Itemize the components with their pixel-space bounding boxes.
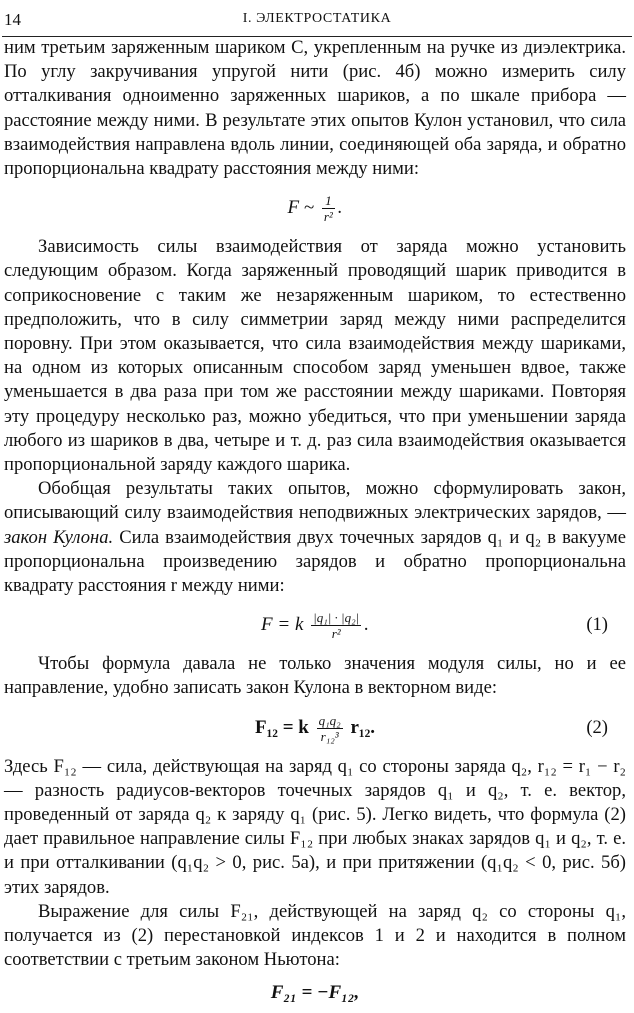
running-head: I. ЭЛЕКТРОСТАТИКА — [242, 11, 392, 26]
eq2-denominator: r₁₂³ — [320, 728, 339, 744]
equation-1-body — [261, 598, 369, 652]
eq1-denominator: r² — [331, 626, 341, 642]
eq-prop-fraction — [322, 193, 335, 224]
equation-2 — [4, 701, 626, 755]
paragraph-5: Здесь F₁₂ — сила, действующая на заряд q₁ со стороны заряда q₂, r₁₂ = r₁ − r₂ — разность радиусов-векторов точечных зарядов q₁ и q₂, т. е. вектор, проведенный от заряда q₂ к заряду q₁ (рис. 5). Легко видеть, что формула (2) дает правильное направление силы F₁₂ при любых знаках зарядов q₁ и q₂, т. е. и при отталкивании (q₁q₂ > 0, рис. 5а), и при притяжении (q₁q₂ < 0, рис. 5б) этих зарядов. — [4, 755, 626, 898]
eq-prop-numerator: 1 — [322, 193, 335, 209]
eq1-lhs: F = k — [261, 614, 304, 636]
paragraph-3 — [4, 477, 626, 598]
paragraph-1: ним третьим заряженным шариком C, укрепленным на ручке из диэлектрика. По углу закручивания упругой нити (рис. 4б) можно измерить силу отталкивания одноименно заряженных шариков, а по шкале прибора — расстояние между ними. В результате этих опытов Кулон установил, что сила взаимодействия направлена вдоль линии, соединяющей оба заряда, и обратно пропорциональна квадрату расстояния между ними: — [4, 37, 626, 180]
equation-lhs — [287, 181, 342, 235]
eq1-end: . — [364, 614, 369, 636]
equation-1-number: (1) — [586, 614, 608, 636]
equation-2-body — [255, 701, 375, 755]
eq1-numerator: |q₁| · |q₂| — [313, 610, 360, 626]
eq-prop-lhs: F ~ — [287, 197, 315, 219]
eq3-body: F₂₁ = −F₁₂, — [270, 981, 360, 1003]
eq-prop-denominator: r² — [323, 209, 333, 225]
eq2-lhs: F₁₂ = k — [254, 716, 309, 738]
paragraph-3-part-a: Обобщая результаты таких опытов, можно сформулировать закон, описывающий силу взаимодействия неподвижных электрических зарядов, — — [4, 478, 626, 524]
eq2-fraction — [317, 713, 343, 744]
paragraph-2: Зависимость силы взаимодействия от заряда можно установить следующим образом. Когда заряженный проводящий шарик приводится в соприкосновение с таким же незаряженным шариком, то естественно предположить, что в силу симметрии заряд между ними распределится поровну. При этом оказывается, что сила взаимодействия между шариками, на одном из которых описанным способом заряд уменьшен вдвое, также уменьшается в два раза при том же расстоянии между шариками. Повторяя эту процедуру несколько раз, можно убедиться, что при уменьшении заряда любого из шариков в два, четыре и т. д. раз сила взаимодействия оказывается пропорциональной заряду каждого шарика. — [4, 236, 626, 476]
paragraph-6: Выражение для силы F₂₁, действующей на заряд q₂ со стороны q₁, получается из (2) перестановкой индексов 1 и 2 и находится в полном соответствии с третьим законом Ньютона: — [4, 900, 626, 971]
equation-2-number: (2) — [586, 716, 608, 738]
eq2-numerator: q₁q₂ — [318, 712, 341, 728]
equation-3 — [4, 973, 626, 1013]
paragraph-4: Чтобы формула давала не только значения модуля силы, но и ее направление, удобно записать закон Кулона в векторном виде: — [4, 653, 626, 699]
equation-proportionality — [4, 181, 626, 235]
eq2-rhs: r₁₂. — [350, 716, 376, 738]
page-header — [0, 4, 634, 34]
paragraph-3-part-b: Сила взаимодействия двух точечных зарядов q₁ и q₂ в вакууме пропорциональна произведению зарядов и обратно пропорциональна квадрату расстояния r между ними: — [4, 526, 626, 597]
body-text — [4, 36, 626, 1013]
page-number: 14 — [4, 10, 21, 29]
law-name: закон Кулона. — [4, 526, 114, 548]
equation-1 — [4, 598, 626, 652]
eq-prop-end: . — [337, 197, 343, 219]
eq1-fraction — [311, 610, 361, 641]
